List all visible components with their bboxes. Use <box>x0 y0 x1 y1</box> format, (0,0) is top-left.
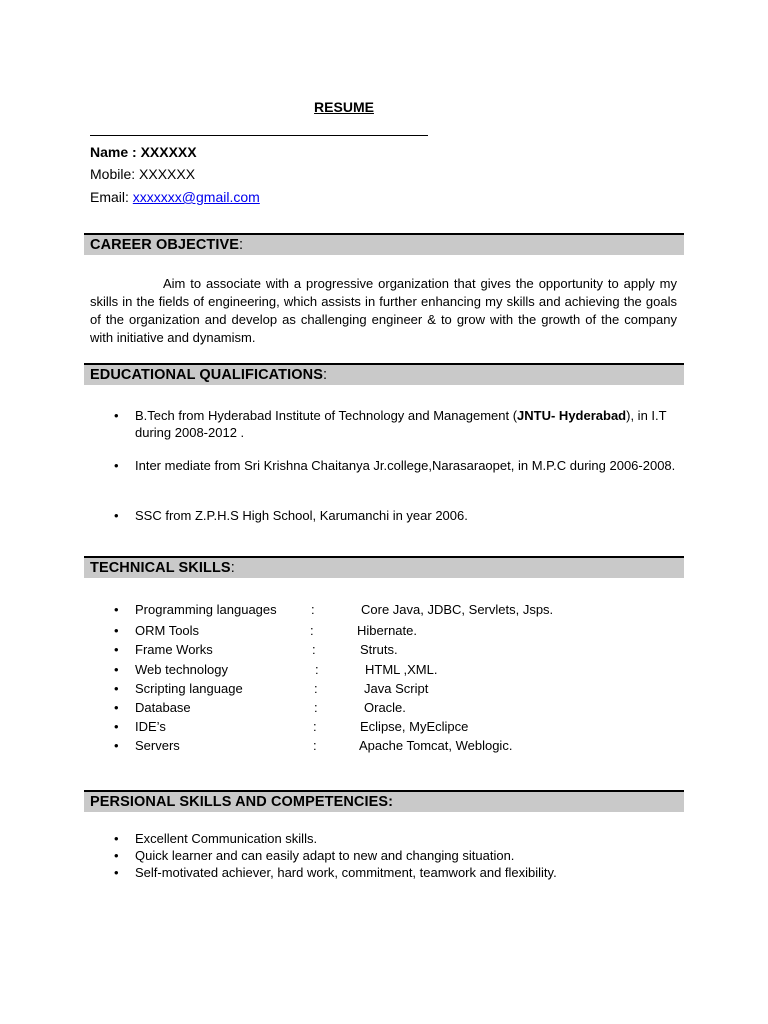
technical-skills-header <box>84 556 684 578</box>
list-item: • B.Tech from Hyderabad Institute of Technology and Management (JNTU- Hyderabad), in I.T during 2008-2012 . <box>114 408 667 440</box>
email-label: Email: <box>90 189 133 205</box>
list-item: • Quick learner and can easily adapt to new and changing situation. <box>114 848 515 863</box>
bullet-icon: • <box>114 738 119 753</box>
bullet-icon: • <box>114 623 119 638</box>
table-row: • Web technology : HTML ,XML. <box>114 662 438 677</box>
education-heading: EDUCATIONAL QUALIFICATIONS: <box>90 367 328 383</box>
technical-skills-heading: TECHNICAL SKILLS: <box>90 560 235 576</box>
career-objective-header <box>84 233 684 255</box>
bullet-icon: • <box>114 408 119 423</box>
education-header <box>84 363 684 385</box>
education-list <box>90 407 680 537</box>
career-objective-heading: CAREER OBJECTIVE: <box>90 237 244 253</box>
bullet-icon: • <box>114 508 119 523</box>
personal-skills-header <box>84 790 684 812</box>
bullet-icon: • <box>114 848 119 863</box>
document-title: RESUME <box>314 99 374 115</box>
list-item: • SSC from Z.P.H.S High School, Karumanchi in year 2006. <box>114 508 468 523</box>
bullet-icon: • <box>114 642 119 657</box>
bullet-icon: • <box>114 719 119 734</box>
mobile-value: XXXXXX <box>139 166 196 182</box>
table-row: • ORM Tools : Hibernate. <box>114 623 417 638</box>
list-item: • Inter mediate from Sri Krishna Chaitanya Jr.college,Narasaraopet, in M.P.C during 2006-2008. <box>114 458 676 473</box>
mobile-label: Mobile: <box>90 166 140 182</box>
bullet-icon: • <box>114 458 119 473</box>
table-row: • Servers : Apache Tomcat, Weblogic. <box>114 738 513 753</box>
table-row: • Programming languages : Core Java, JDBC, Servlets, Jsps. <box>114 602 554 617</box>
bullet-icon: • <box>114 662 119 677</box>
table-row: • Frame Works : Struts. <box>114 642 398 657</box>
career-objective-text: Aim to associate with a progressive organization that gives the opportunity to apply my skills in the fields of engineering, which assists in further enhancing my skills and achieving the goals of the organization and develop as challenging engineer & to grow with the growth of the company with initiative and dynamism. <box>90 276 677 345</box>
bullet-icon: • <box>114 700 119 715</box>
email-link[interactable]: xxxxxxx@gmail.com <box>132 189 260 205</box>
bullet-icon: • <box>114 865 119 880</box>
email-line <box>90 189 260 205</box>
name-line <box>90 144 197 160</box>
bullet-icon: • <box>114 681 119 696</box>
name-value: XXXXXX <box>140 144 197 160</box>
name-label: Name : <box>90 144 141 160</box>
table-row: • IDE’s : Eclipse, MyEclipce <box>114 719 469 734</box>
title-rule <box>90 135 428 136</box>
personal-skills-list <box>90 830 680 885</box>
table-row: • Scripting language : Java Script <box>114 681 429 696</box>
mobile-line <box>90 166 195 182</box>
list-item: • Excellent Communication skills. <box>114 831 318 846</box>
bullet-icon: • <box>114 831 119 846</box>
personal-skills-heading: PERSIONAL SKILLS AND COMPETENCIES: <box>90 794 394 810</box>
list-item: • Self-motivated achiever, hard work, commitment, teamwork and flexibility. <box>114 865 557 880</box>
technical-skills-list <box>90 601 680 761</box>
bullet-icon: • <box>114 602 119 617</box>
table-row: • Database : Oracle. <box>114 700 406 715</box>
